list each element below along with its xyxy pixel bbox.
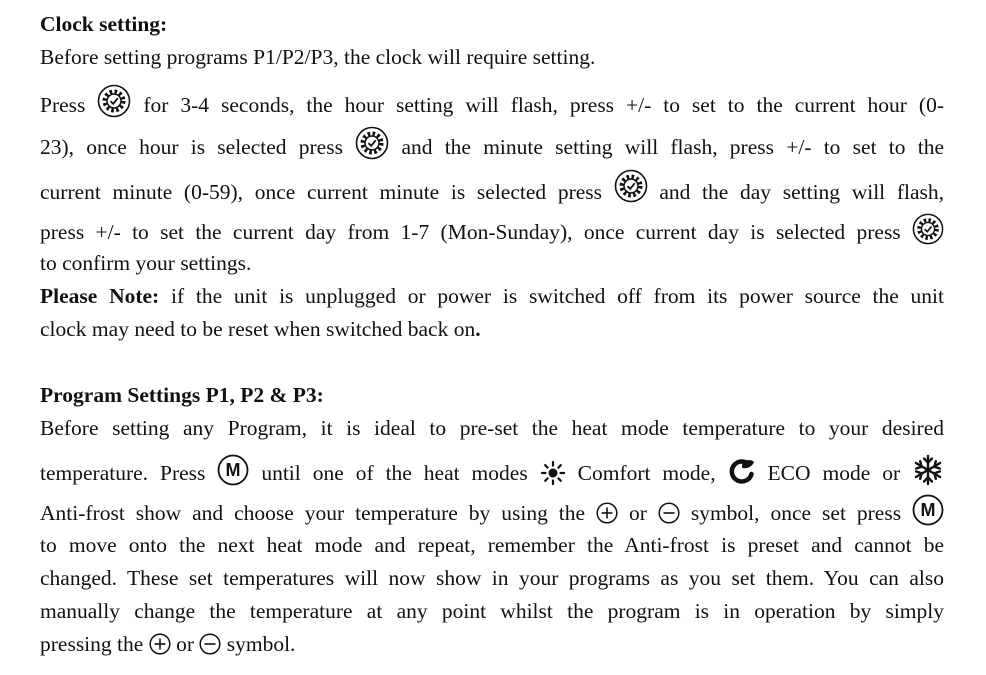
text-segment: Anti-frost show and choose your temperature by using the [40, 500, 586, 525]
mode-m-icon [912, 494, 944, 526]
text-segment: symbol. [226, 632, 296, 656]
program-settings-heading: Program Settings P1, P2 & P3: [40, 383, 324, 407]
program-paragraph-line-2 [40, 459, 944, 483]
gear-check-icon [97, 84, 131, 118]
clock-paragraph-line-4 [40, 218, 944, 242]
gear-check-icon [614, 169, 648, 203]
text-segment: for 3-4 seconds, the hour setting will flash, press +/- to set to the current hour (0- [143, 92, 944, 117]
eco-leaf-icon [728, 458, 756, 486]
minus-circle-icon [658, 502, 680, 524]
svg-text:M: M [920, 500, 936, 520]
text-segment: 23), once hour is selected press [40, 134, 343, 159]
clock-paragraph-line-2 [40, 132, 945, 159]
clock-paragraph-line-1 [40, 90, 944, 117]
note-label: Please Note: [40, 284, 160, 308]
note-end: . [475, 317, 481, 341]
program-paragraph-line-4: to move onto the next heat mode and repeat, remember the Anti-frost is preset and cannot be [40, 533, 944, 557]
gear-check-icon [912, 213, 944, 245]
text-segment: clock may need to be reset when switched back on [40, 317, 476, 341]
text-segment: and the day setting will flash, [659, 179, 944, 204]
program-paragraph-line-7 [40, 632, 944, 656]
program-paragraph-line-1: Before setting any Program, it is ideal to pre-set the heat mode temperature to your desired [40, 416, 944, 440]
clock-setting-heading: Clock setting: [40, 12, 168, 36]
svg-text:M: M [225, 460, 241, 480]
text-segment: or [176, 632, 194, 656]
clock-paragraph-line-3 [40, 177, 944, 204]
clock-intro-text: Before setting programs P1/P2/P3, the clock will require setting. [40, 45, 596, 69]
text-segment: and the minute setting will flash, press +/- to set to the [401, 134, 945, 159]
text-segment: or [628, 500, 647, 525]
minus-circle-icon [199, 633, 221, 655]
text-segment: Comfort mode, [577, 460, 716, 485]
program-paragraph-line-6: manually change the temperature at any point whilst the program is in operation by simply [40, 599, 944, 623]
snowflake-icon [912, 454, 944, 486]
text-segment: Press [40, 92, 86, 117]
plus-circle-icon [149, 633, 171, 655]
clock-paragraph-line-5: to confirm your settings. [40, 251, 252, 275]
text-segment: temperature. Press [40, 460, 206, 485]
clock-note-line-2 [40, 317, 944, 341]
clock-note-line-1 [40, 284, 944, 308]
text-segment: ECO mode or [767, 460, 901, 485]
text-segment: current minute (0-59), once current minute is selected press [40, 179, 602, 204]
text-segment: pressing the [40, 632, 144, 656]
gear-check-icon [355, 126, 389, 160]
text-segment: if the unit is unplugged or power is switched off from its power source the unit [170, 284, 944, 308]
program-paragraph-line-3 [40, 499, 944, 523]
text-segment: press +/- to set the current day from 1-7 (Mon-Sunday), once current day is selected press [40, 219, 901, 244]
plus-circle-icon [596, 502, 618, 524]
text-segment: until one of the heat modes [261, 460, 528, 485]
sun-icon [540, 460, 566, 486]
mode-m-icon [217, 454, 249, 486]
program-paragraph-line-5: changed. These set temperatures will now show in your programs as you set them. You can also [40, 566, 944, 590]
text-segment: symbol, once set press [690, 500, 902, 525]
